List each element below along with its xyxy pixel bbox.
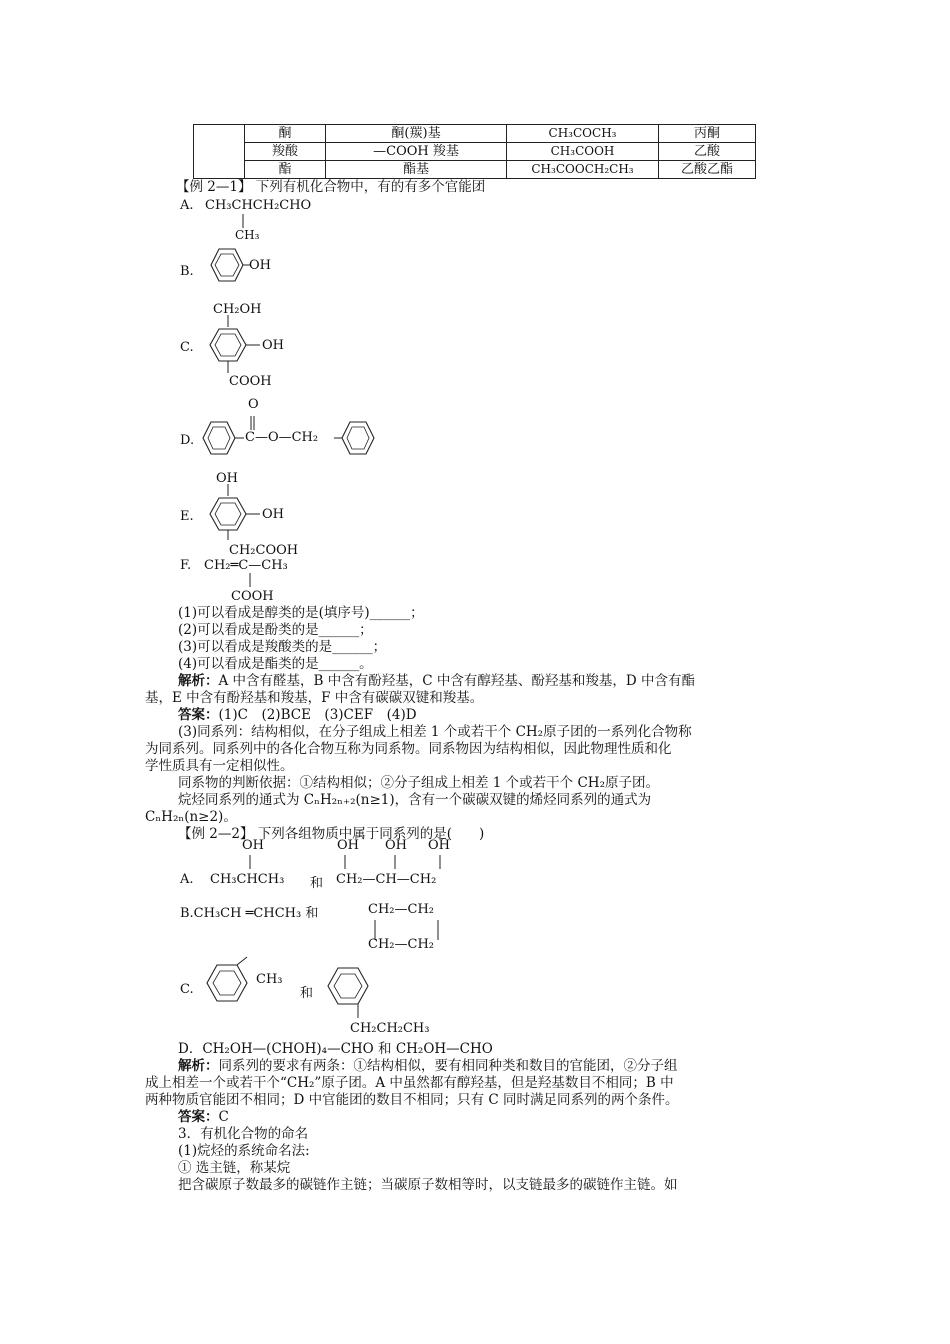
- hydroxyl-label: OH: [428, 838, 450, 853]
- option-a-formula: CH₃CHCH₂CHO: [205, 198, 312, 213]
- paragraph-line: (3)同系列：结构相似，在分子组成上相差 1 个或若干个 CH₂原子团的一系列化合物称: [178, 724, 692, 740]
- table-cell: 乙酸乙酯: [659, 161, 756, 179]
- benzene-ring-icon: [204, 961, 264, 1011]
- option-c-label: C.: [180, 340, 194, 355]
- option-f-label: F.: [180, 558, 192, 573]
- table-cell: 乙酸: [659, 143, 756, 161]
- table-cell: 羧酸: [245, 143, 326, 161]
- option-a-label: A.: [180, 872, 194, 887]
- and-label: 和: [300, 986, 314, 1001]
- analysis-line: 基，E 中含有酚羟基和羧基，F 中含有碳碳双键和羧基。: [145, 690, 484, 706]
- carbonyl-oxygen-label: O: [248, 397, 259, 412]
- option-f-top: CH₂COOH: [229, 543, 299, 558]
- answer-line: [178, 707, 417, 724]
- option-d: D．CH₂OH—(CHOH)₄—CHO 和 CH₂OH—CHO: [178, 1041, 493, 1057]
- paragraph-line: 学性质具有一定相似性。: [145, 758, 294, 774]
- option-b-bottom: CH₂—CH₂: [368, 937, 434, 952]
- paragraph-line: CₙH₂ₙ(n≥2)。: [145, 809, 237, 825]
- answer-label: 答案：: [178, 707, 219, 723]
- table-row: [194, 143, 756, 161]
- hydroxyl-label: OH: [249, 258, 271, 273]
- functional-group-table: [193, 124, 756, 179]
- ester-chain-label: C—O—CH₂: [245, 430, 319, 445]
- table-row: [194, 125, 756, 143]
- table-cell: 酮(羰)基: [326, 125, 507, 143]
- hydroxyl-label: OH: [262, 338, 284, 353]
- paragraph-line: 同系物的判断依据：①结构相似；②分子组成上相差 1 个或若干个 CH₂原子团。: [178, 775, 659, 791]
- carboxyl-label: COOH: [229, 374, 272, 389]
- table-cell: CH₃COOCH₂CH₃: [507, 161, 659, 179]
- hydroxyl-label: OH: [262, 507, 284, 522]
- option-c-ch2oh: CH₂OH: [213, 302, 262, 317]
- table-row: [194, 161, 756, 179]
- table-cell: 酯基: [326, 161, 507, 179]
- answer-line: [178, 1109, 229, 1126]
- option-a-label: A.: [180, 198, 194, 213]
- answer-text: (1)C (2)BCE (3)CEF (4)D: [218, 707, 417, 723]
- option-b-label: B.: [180, 264, 194, 279]
- carboxyl-label: COOH: [231, 589, 274, 604]
- hydroxyl-label: OH: [216, 471, 238, 486]
- analysis-text: 同系列的要求有两条：①结构相似，要有相同种类和数目的官能团，②分子组: [218, 1058, 678, 1074]
- option-a-branch: CH₃: [235, 228, 260, 242]
- answer-label: 答案：: [178, 1109, 219, 1125]
- paragraph-line: 为同系列。同系列中的各化合物互称为同系物。同系物因为结构相似，因此物理性质和化: [145, 741, 672, 757]
- question-4: (4)可以看成是酯类的是______。: [178, 656, 373, 672]
- hydroxyl-label: OH: [385, 838, 407, 853]
- question-1: (1)可以看成是醇类的是(填序号)______；: [178, 605, 424, 621]
- table-cell: 丙酮: [659, 125, 756, 143]
- option-b-top: CH₂—CH₂: [368, 902, 434, 917]
- question-2: (2)可以看成是酚类的是______；: [178, 622, 373, 638]
- paragraph-line: 把含碳原子数最多的碳链作主链；当碳原子数相等时，以支链最多的碳链作主链。如: [178, 1177, 678, 1193]
- table-cell: 酮: [245, 125, 326, 143]
- option-a-right: CH₂—CH—CH₂: [336, 872, 437, 887]
- analysis-line: [178, 673, 695, 690]
- analysis-label: 解析：: [178, 1058, 219, 1074]
- hydroxyl-label: OH: [337, 838, 359, 853]
- paragraph-line: 烷烃同系列的通式为 CₙH₂ₙ₊₂(n≥1)，含有一个碳碳双键的烯烃同系列的通式为: [178, 792, 652, 808]
- option-e-label: E.: [180, 509, 194, 524]
- analysis-line: [178, 1058, 678, 1075]
- subsection-heading: (1)烷烃的系统命名法:: [178, 1143, 310, 1159]
- table-cell: 酯: [245, 161, 326, 179]
- analysis-line: 两种物质官能团不相同；D 中官能团的数目不相同；只有 C 同时满足同系列的两个条件。: [145, 1092, 679, 1108]
- table-cell: —COOH 羧基: [326, 143, 507, 161]
- analysis-line: 成上相差一个或若干个“CH₂”原子团。A 中虽然都有醇羟基，但是羟基数目不相同；B 中: [145, 1075, 674, 1091]
- table-cell-blank: [194, 125, 245, 179]
- propyl-chain-label: CH₂CH₂CH₃: [350, 1021, 430, 1036]
- analysis-text: A 中含有醛基，B 中含有酚羟基，C 中含有醇羟基、酚羟基和羧基，D 中含有酯: [218, 673, 695, 689]
- option-a-left: CH₃CHCH₃: [210, 872, 285, 887]
- example-2-1-title: 【例 2—1】 下列有机化合物中，有的有多个官能团: [176, 179, 486, 195]
- option-f-main: CH₂═C—CH₃: [204, 558, 288, 573]
- answer-text: C: [218, 1109, 229, 1125]
- and-label: 和: [310, 876, 324, 891]
- step-heading: ① 选主链，称某烷: [178, 1160, 291, 1176]
- methyl-label: CH₃: [256, 972, 283, 987]
- table-cell: CH₃COOH: [507, 143, 659, 161]
- option-c-label: C.: [180, 982, 194, 997]
- example-2-2-title: 【例 2—2】 下列各组物质中属于同系列的是( ): [178, 826, 485, 842]
- hydroxyl-label: OH: [242, 838, 264, 853]
- analysis-label: 解析：: [178, 673, 219, 689]
- table-cell: CH₃COCH₃: [507, 125, 659, 143]
- option-d-label: D.: [180, 433, 195, 448]
- option-b-left: B.CH₃CH ═CHCH₃ 和: [180, 906, 319, 921]
- question-3: (3)可以看成是羧酸类的是______；: [178, 639, 387, 655]
- section-heading: 3．有机化合物的命名: [178, 1126, 309, 1142]
